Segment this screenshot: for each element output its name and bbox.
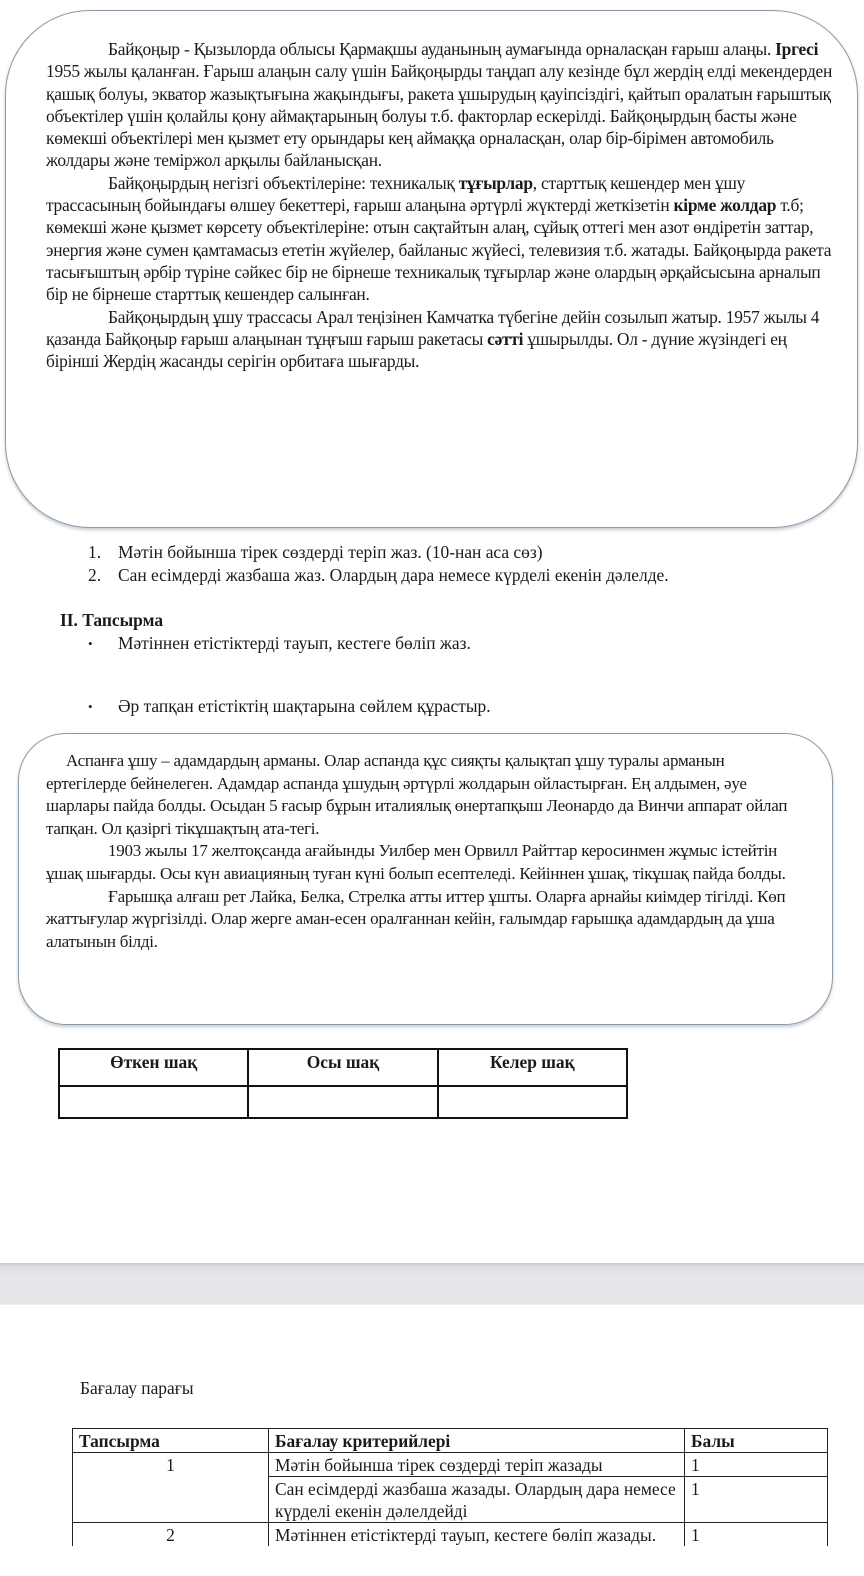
criterion-cell: Мәтіннен етістіктерді тауып, кестеге бөліп жазады. [269, 1523, 685, 1547]
bold-keyword: кірме жолдар [673, 195, 777, 216]
text-run: Байқоңырдың негізгі объектілеріне: техникалық [108, 172, 459, 193]
task-number: 1. [88, 542, 102, 562]
paragraph-3: Ғарышқа алғаш рет Лайка, Белка, Стрелка атты иттер ұшты. Оларға арнайы киімдер тігілді. Көп жаттығулар жүргізілді. Олар жерге аман-есен оралғаннан кейін, ғалымдар ғарышқа адамдардың да ұша алатынын білді. [46, 886, 786, 951]
bullet-icon: • [88, 699, 93, 714]
task-number: 2. [88, 565, 102, 585]
bold-keyword: тұғырлар [458, 172, 533, 193]
task-text: Сан есімдерді жазбаша жаз. Олардың дара немесе күрделі екенін дәлелде. [118, 565, 669, 585]
section-heading: ІІ. Тапсырма [60, 610, 164, 630]
task-item [88, 564, 669, 587]
bullet-item [88, 633, 471, 655]
page-separator [0, 1263, 864, 1305]
table-header-row [73, 1429, 828, 1453]
table-row [73, 1453, 828, 1477]
header-present-tense: Осы шақ [248, 1049, 437, 1086]
task-number-cell: 2 [73, 1523, 269, 1547]
criterion-cell: Сан есімдерді жазбаша жазады. Олардың дара немесе күрделі екенін дәлелдейді [269, 1477, 685, 1523]
table-header-row [59, 1049, 627, 1086]
header-criteria: Бағалау критерийлері [269, 1429, 685, 1453]
header-task: Тапсырма [73, 1429, 269, 1453]
future-tense-cell[interactable] [438, 1086, 627, 1118]
paragraph-2: 1903 жылы 17 желтоқсанда ағайынды Уилбер мен Орвилл Райттар керосинмен жұмыс істейтін ұшақ шығарды. Осы күн авиацияның туған күні болып есептеледі. Кейіннен ұшақ, тікұшақ пайда болды. [46, 841, 786, 883]
present-tense-cell[interactable] [248, 1086, 437, 1118]
header-past-tense: Өткен шақ [59, 1049, 248, 1086]
flight-text [46, 750, 806, 953]
header-score: Балы [685, 1429, 828, 1453]
assessment-title: Бағалау парағы [80, 1378, 194, 1398]
text-run: ұшырылды. Ол - дүние жүзіндегі ең бірінші Жердің жасанды серігін орбитаға шығарды. [46, 328, 787, 372]
bold-keyword: Іргесі [775, 39, 819, 59]
baikonur-text [46, 38, 836, 372]
paragraph-1: Аспанға ұшу – адамдардың арманы. Олар аспанда құс сияқты қалықтап ұшу туралы арманын ертегілерде бейнелеген. Адамдар аспанда ұшудың әртүрлі жолдарын ойластырған. Ең алдымен, әуе шарлары пайда болды. Осыдан 5 ғасыр бұрын италиялық өнертапқыш Леонардо да Винчи аппарат ойлап тапқан. Ол қазіргі тікұшақтың ата-тегі. [46, 751, 788, 838]
text-run: , старттық кешендер мен ұшу трассасының бойындағы өлшеу бекеттері, ғарыш алаңына әртүрлі жүктерді жеткізетін [46, 172, 746, 216]
text-run: т.б; көмекші және қызмет көрсету объектілеріне: отын сақтайтын алаң, сұйық оттегі мен азот өндіретін заттар, энергия және сумен қамтамасыз ететін жүйелер, байланыс жүйесі, телевизия т.б. жатады. Байқоңырда ракета тасығыштың әрбір түріне сәйкес бір не бірнеше техникалық тұғырлар және олардың әрқайсысына арналып бір не бірнеше старттық кешендер салынған. [46, 195, 832, 305]
past-tense-cell[interactable] [59, 1086, 248, 1118]
paragraph-1 [46, 38, 836, 172]
bullet-text: Әр тапқан етістіктің шақтарына сөйлем құрастыр. [118, 696, 491, 716]
task-item [88, 541, 669, 564]
table-row [73, 1523, 828, 1547]
bullet-item [88, 696, 491, 718]
task-number-cell: 1 [73, 1453, 269, 1523]
bullet-icon: • [88, 636, 93, 651]
score-cell: 1 [685, 1477, 828, 1523]
score-cell: 1 [685, 1523, 828, 1547]
text-run: 1955 жылы қаланған. Ғарыш алаңын салу үшін Байқоңырды таңдап алу кезінде бұл жердің елді мекендерден қашық болуы, экватор жазықтығына жақындығы, ракета ұшырудың қауіпсіздігі, қайтып оралатын ғарыштық объектілер үшін қолайлы қону аймақтарының болуы т.б. факторлар ескерілді. Байқоңырдың басты және көмекші объектілері мен қызмет ету орындары кең аймаққа орналасқан, олар бір-бірімен автомобиль жолдары және теміржол арқылы байланысқан. [46, 61, 833, 171]
task-text: Мәтін бойынша тірек сөздерді теріп жаз. (10-нан аса сөз) [118, 542, 543, 562]
task-list-1 [88, 541, 669, 587]
paragraph-2 [46, 172, 836, 306]
paragraph-3 [46, 306, 836, 373]
criterion-cell: Мәтін бойынша тірек сөздерді теріп жазады [269, 1453, 685, 1477]
bold-keyword: сәтті [487, 328, 524, 349]
header-future-tense: Келер шақ [438, 1049, 627, 1086]
score-cell: 1 [685, 1453, 828, 1477]
bullet-text: Мәтіннен етістіктерді тауып, кестеге бөліп жаз. [118, 633, 471, 653]
tense-table [58, 1048, 628, 1119]
text-run: Байқоңыр - Қызылорда облысы Қармақшы ауданының аумағында орналасқан ғарыш алаңы. [108, 39, 776, 59]
assessment-table [72, 1428, 828, 1546]
table-row [59, 1086, 627, 1118]
text-run: Байқоңырдың ұшу трассасы Арал теңізінен Камчатка түбегіне дейін созылып жатыр. 1957 жылы 4 қазанда Байқоңыр ғарыш алаңынан тұңғыш ғарыш ракетасы [46, 306, 820, 349]
